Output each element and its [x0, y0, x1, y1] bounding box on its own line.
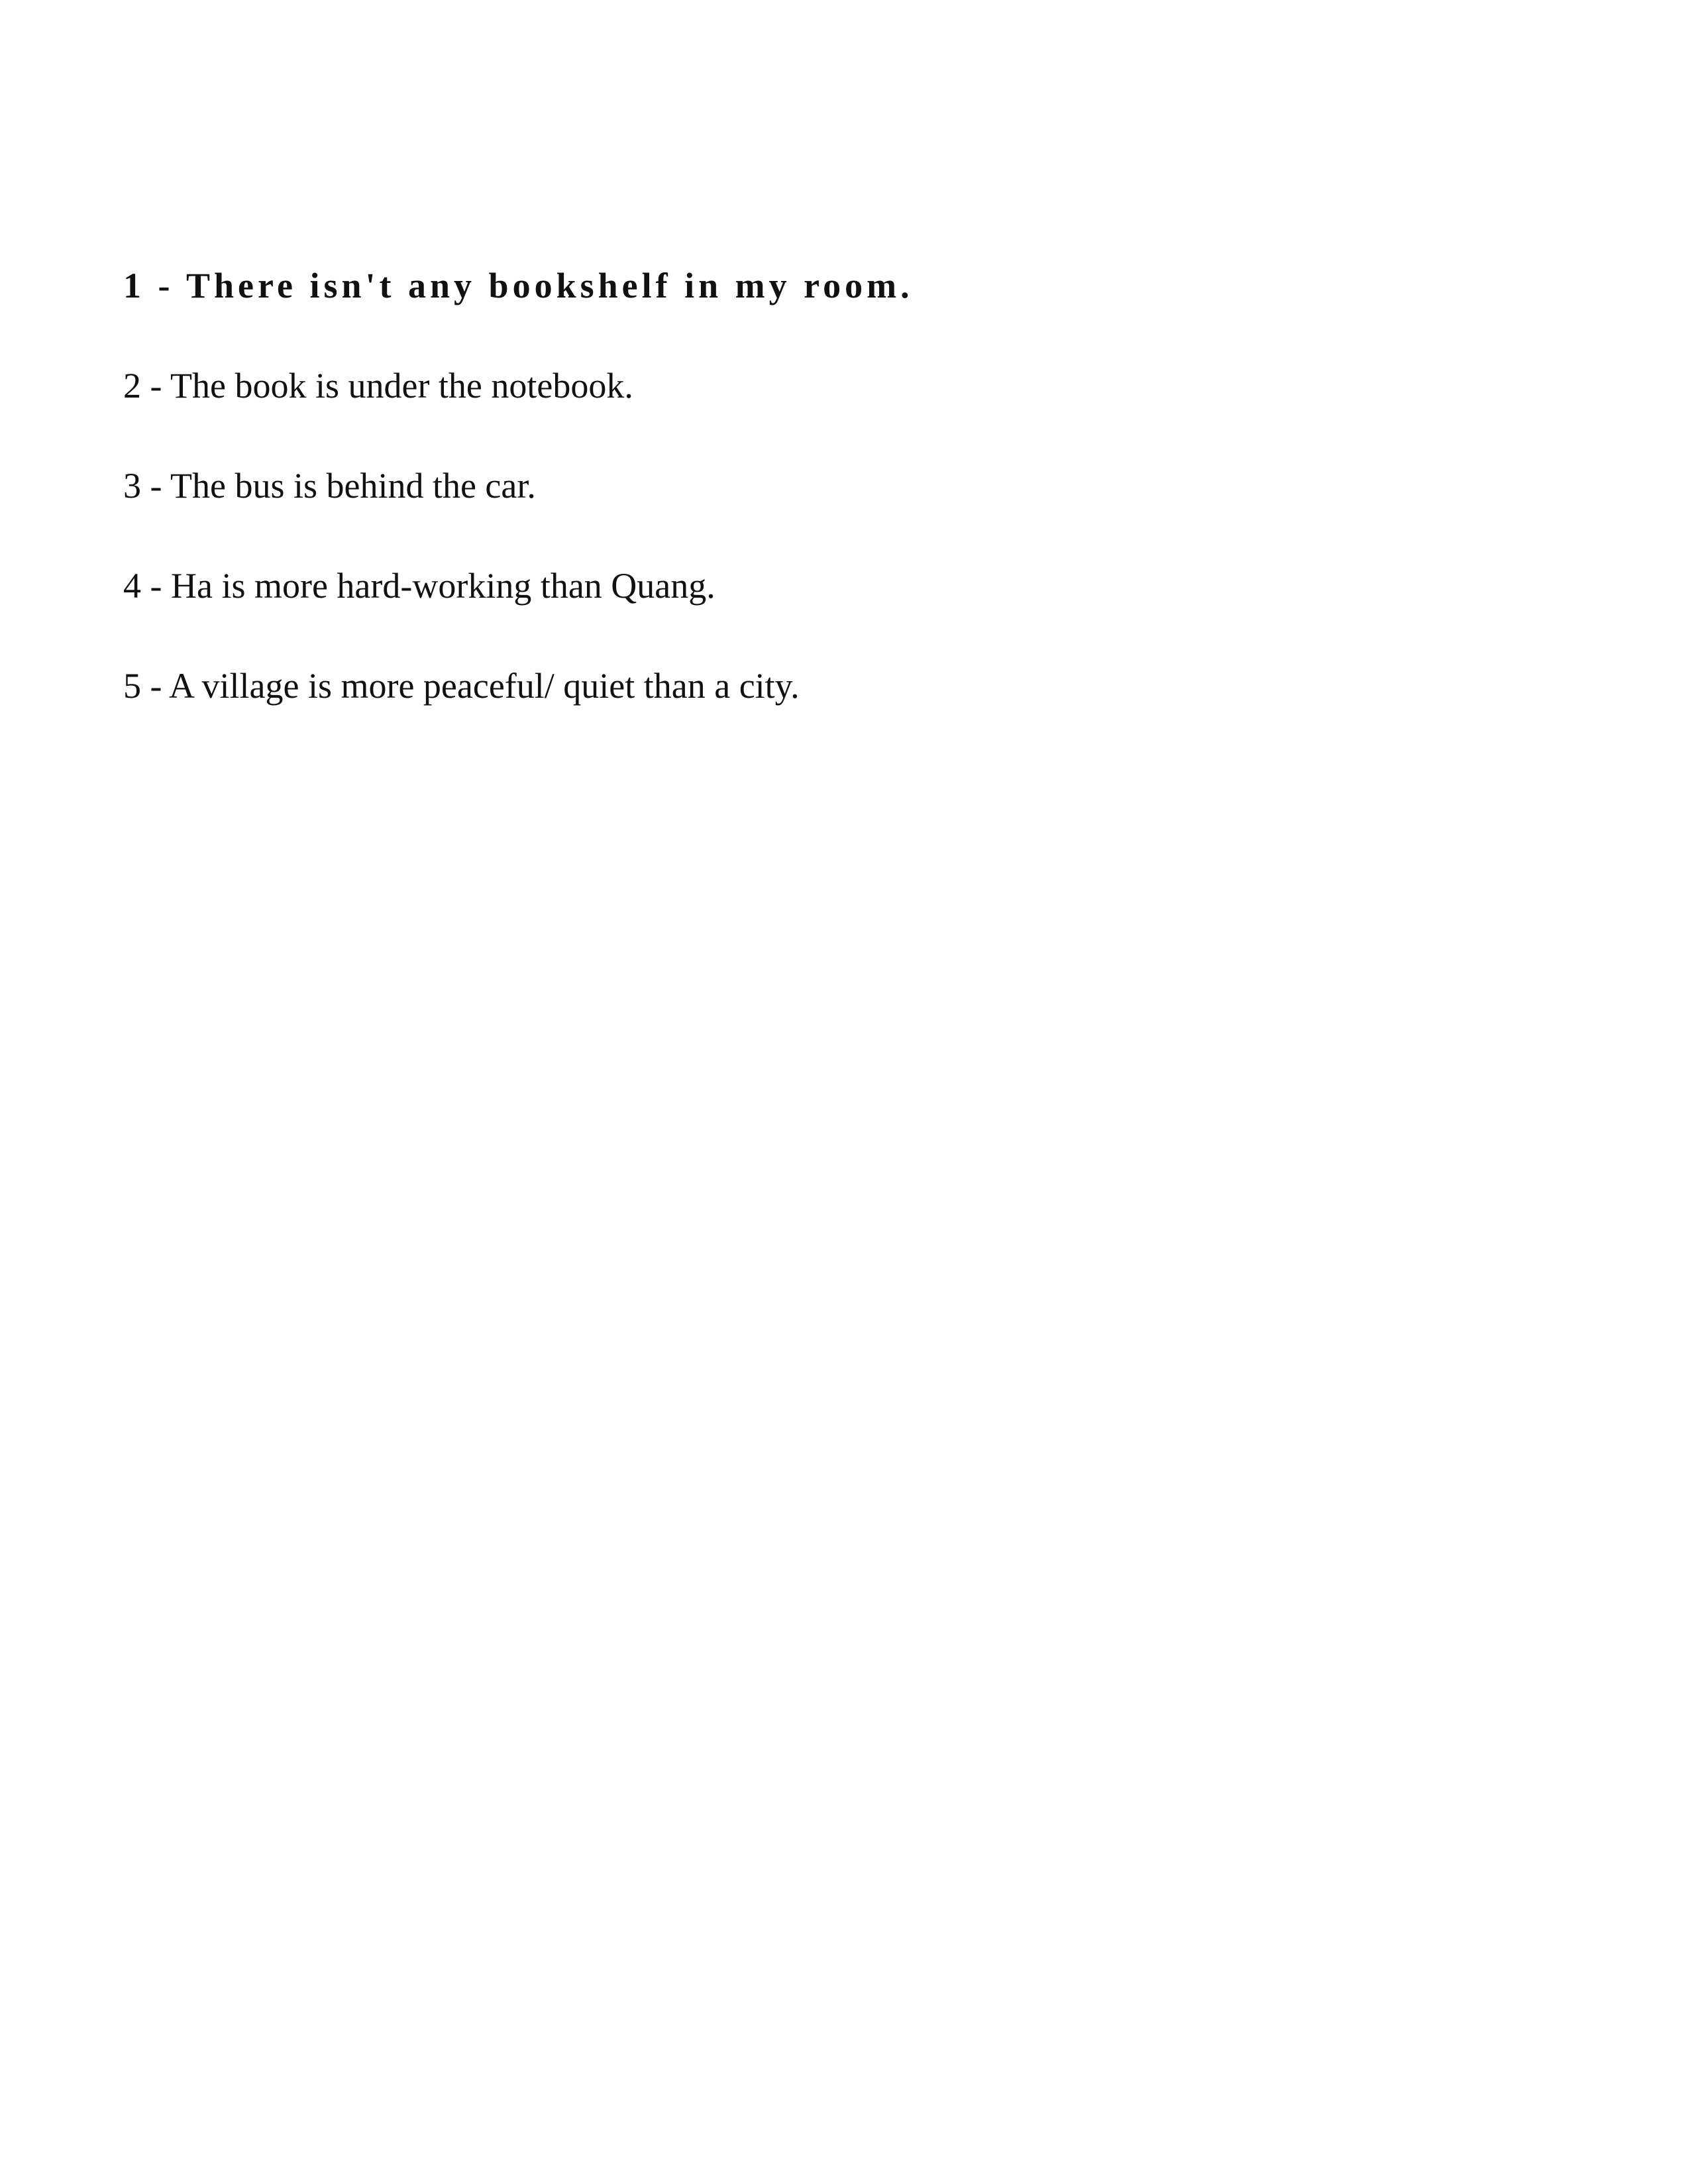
answer-5: 5 - A village is more peaceful/ quiet than a city.: [123, 666, 800, 706]
answer-list: [123, 265, 1567, 765]
answer-2: 2 - The book is under the notebook.: [123, 366, 633, 406]
answer-1: 1 - There isn't any bookshelf in my room.: [123, 266, 914, 305]
answer-4: 4 - Ha is more hard-working than Quang.: [123, 566, 715, 606]
answer-3: 3 - The bus is behind the car.: [123, 466, 536, 506]
